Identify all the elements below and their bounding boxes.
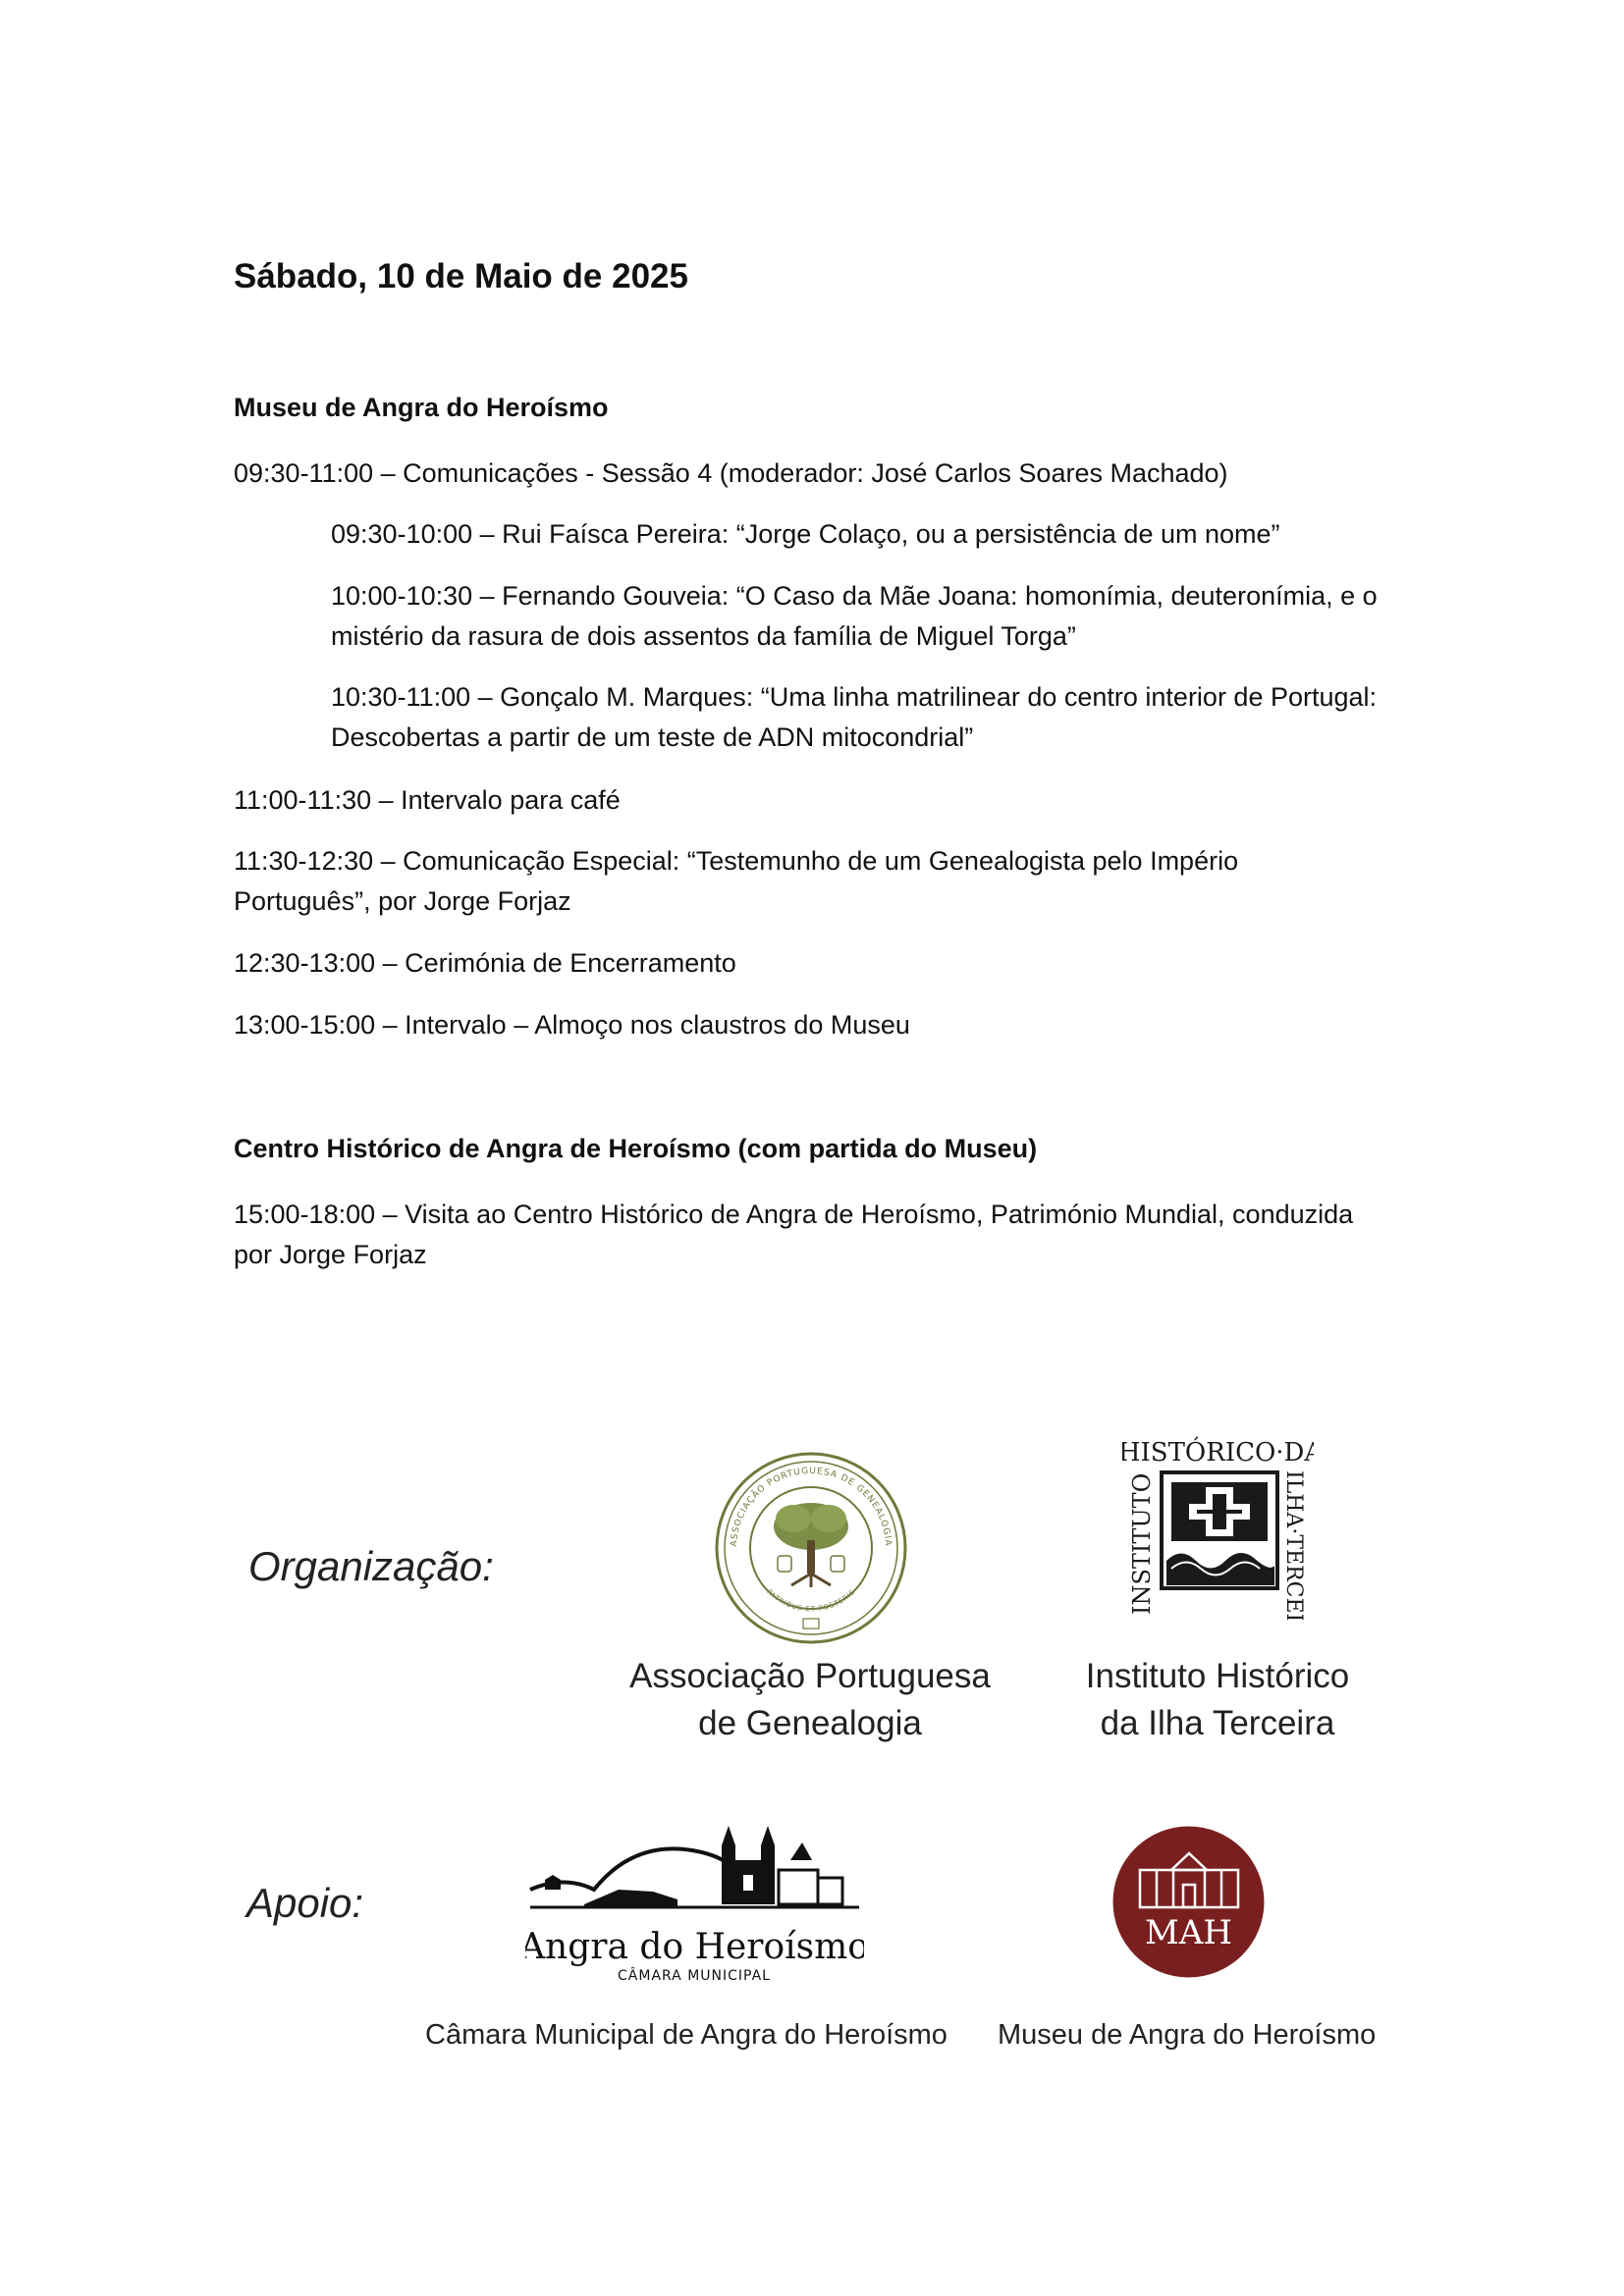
instituto-logo-left-text: INSTITUTO [1128, 1472, 1156, 1615]
instituto-historico-logo [1122, 1433, 1314, 1620]
date-heading: Sábado, 10 de Maio de 2025 [234, 257, 688, 295]
org2-label [1051, 1653, 1384, 1747]
org1-label-line1: Associação Portuguesa [629, 1657, 991, 1695]
section-title-museu: Museu de Angra do Heroísmo [234, 393, 609, 422]
schedule-item: 11:30-12:30 – Comunicação Especial: “Testemunho de um Genealogista pelo Império Português”, por Jorge Forjaz [234, 846, 1239, 916]
mah-logo [1112, 1826, 1265, 1978]
apg-seal-logo [713, 1450, 909, 1646]
instituto-logo-right-text: ILHA·TERCEIRA [1281, 1470, 1306, 1620]
instituto-logo-top-text: HISTÓRICO·DA [1122, 1438, 1314, 1468]
seal-text-bottom: PATRIBUS ET POSTERIS [765, 1587, 857, 1614]
support-heading: Apoio: [246, 1880, 364, 1926]
sponsor1-label: Câmara Municipal de Angra do Heroísmo [425, 2019, 947, 2051]
visit-item: 15:00-18:00 – Visita ao Centro Histórico de Angra de Heroísmo, Património Mundial, conduzida por Jorge Forjaz [234, 1200, 1354, 1269]
schedule-item: 12:30-13:00 – Cerimónia de Encerramento [234, 948, 736, 978]
org2-label-line1: Instituto Histórico [1085, 1657, 1350, 1695]
talk-2: 10:00-10:30 – Fernando Gouveia: “O Caso da Mãe Joana: homonímia, deuteronímia, e o mistério da rasura de dois assentos da família de Miguel Torga” [331, 581, 1378, 651]
talk-1: 09:30-10:00 – Rui Faísca Pereira: “Jorge Colaço, ou a persistência de um nome” [331, 519, 1280, 549]
section-title-centro: Centro Histórico de Angra de Heroísmo (com partida do Museu) [234, 1134, 1038, 1163]
angra-logo-title: Angra do Heroísmo [525, 1927, 864, 1967]
seal-text-top: ASSOCIAÇÃO PORTUGUESA DE GENEALOGIA [729, 1466, 893, 1547]
org2-label-line2: da Ilha Terceira [1100, 1704, 1335, 1742]
angra-logo-subtitle: CÂMARA MUNICIPAL [618, 1968, 771, 1984]
svg-text:PATRIBUS ET POSTERIS [765, 1588, 856, 1614]
talk-3: 10:30-11:00 – Gonçalo M. Marques: “Uma linha matrilinear do centro interior de Portugal: Descobertas a partir de um teste de ADN mitocondrial” [331, 682, 1378, 752]
schedule-item: 11:00-11:30 – Intervalo para café [234, 785, 621, 815]
organization-heading: Organização: [248, 1543, 494, 1589]
session-line: 09:30-11:00 – Comunicações - Sessão 4 (moderador: José Carlos Soares Machado) [234, 458, 1228, 488]
mah-logo-text: MAH [1144, 1913, 1233, 1952]
org1-label [604, 1653, 1016, 1747]
org1-label-line2: de Genealogia [698, 1704, 922, 1742]
sponsor2-label: Museu de Angra do Heroísmo [998, 2019, 1377, 2051]
schedule-item: 13:00-15:00 – Intervalo – Almoço nos claustros do Museu [234, 1010, 910, 1040]
angra-do-heroismo-logo [525, 1821, 864, 1993]
